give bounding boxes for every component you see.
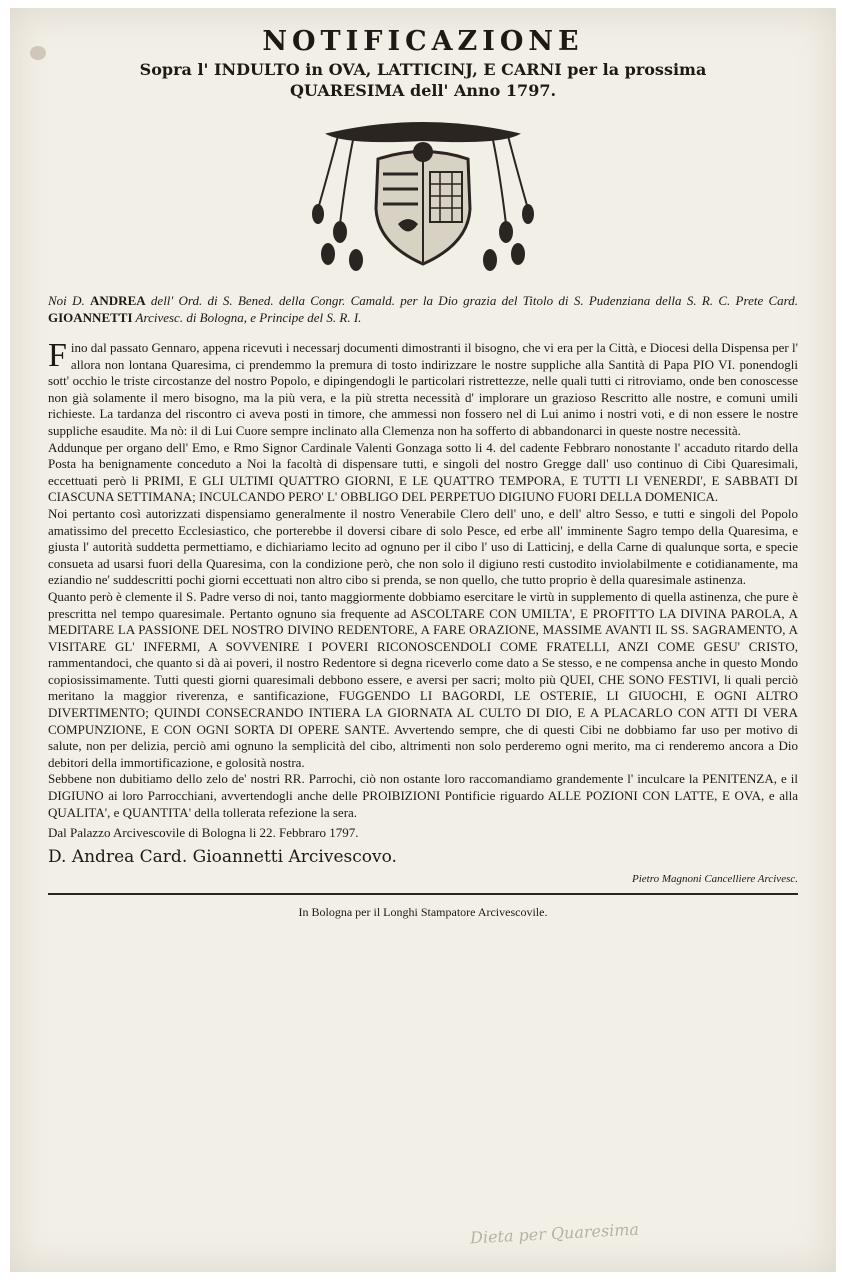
document-sheet xyxy=(10,8,836,1272)
intro-text-1: Noi D. xyxy=(48,293,91,308)
intro-text-2: dell' Ord. di S. Bened. della Congr. Camald. per la Dio grazia del Titolo di S. Pudenziana della S. R. C. Prete Card. xyxy=(145,293,799,308)
handwritten-note: Dieta per Quaresima xyxy=(469,1219,640,1248)
printer-imprint: In Bologna per il Longhi Stampatore Arcivescovile. xyxy=(298,905,548,920)
document-content xyxy=(48,26,798,920)
issue-date: Dal Palazzo Arcivescovile di Bologna li 22. Febbraro 1797. xyxy=(48,825,359,841)
document-subtitle-line2: QUARESIMA dell' Anno 1797. xyxy=(289,81,557,100)
signature-cardinal: D. Andrea Card. Gioannetti Arcivescovo. xyxy=(48,847,397,868)
coat-of-arms-icon xyxy=(298,114,548,274)
intro-name-gioannetti: GIOANNETTI xyxy=(48,310,133,325)
document-subtitle-line1: Sopra l' INDULTO in OVA, LATTICINJ, E CARNI per la prossima xyxy=(139,60,707,79)
body-paragraph-3: Noi pertanto così autorizzati dispensiamo generalmente il nostro Venerabile Clero dell' uno, e dell' altro Sesso, e tutti e singoli del Popolo amatissimo del precetto Ecclesiastico, che porterebbe il doversi cibare di solo Pesce, ed erbe all' imminente Sagro tempo della Quaresima, e giusta l' autorità suddetta permettiamo, e dichiariamo lecito ad ognuno per il cibo l' uso di Latticinj, e della Carne di qualunque sorta, e specie consueta ad usarsi fuori della Quaresima, con la condizione però, che non solo il digiuno resti custodito inviolabilmente e cotidianamente, ma eziandio ne' suddescritti pochi giorni eccettuati non altro cibo si prenda, se non quello, che tutto proprio è della quaresimale astinenza. xyxy=(48,505,798,588)
intro-name-andrea: ANDREA xyxy=(90,293,146,308)
intro-text-3: Arcivesc. di Bologna, e Principe del S. R. I. xyxy=(132,310,362,325)
body-paragraph-2: Addunque per organo dell' Emo, e Rmo Signor Cardinale Valenti Gonzaga sotto li 4. del cadente Febbraro nonostante l' accaduto ritardo della Posta ha benignamente conceduto a Noi la facoltà di dispensare tutti, e singoli del nostro Gregge dall' uso continuo di Cibi Quaresimali, eccettuati però li PRIMI, E GLI ULTIMI QUATTRO GIORNI, E LE QUATTRO TEMPORA, E TUTTI LI VENERDI', E SABBATI DI CIASCUNA SETTIMANA; INCULCANDO PERO' L' OBBLIGO DEL PERPETUO DIGIUNO FUORI DELLA DOMENICA. xyxy=(48,439,798,505)
body-paragraph-4: Quanto però è clemente il S. Padre verso di noi, tanto maggiormente dobbiamo esercitare le virtù in supplemento di quella astinenza, che pure è prescritta nel tempo quaresimale. Pertanto ognuno sia frequente ad ASCOLTARE CON UMILTA', E PROFITTO LA DIVINA PAROLA, A MEDITARE LA PASSIONE DEL NOSTRO DIVINO REDENTORE, A FARE ORAZIONE, MASSIME AVANTI IL SS. SAGRAMENTO, A VISITARE GL' INFERMI, A SOVVENIRE I POVERI RICONOSCENDOLI COME FRATELLI, ANZI COME GESU' CRISTO, rammentandoci, che quanto si dà ai poveri, il nostro Redentore si degna riceverlo come dato a Se stesso, e ne compensa anche in questo Mondo copiosissimamente. Tutti questi giorni quaresimali debbono essere, e aversi per sacri; molto più QUEI, CHE SONO FESTIVI, li quali perciò meritano la maggior riverenza, e santificazione, FUGGENDO LI BAGORDI, LE OSTERIE, LI GIUOCHI, E OGNI ALTRO DIVERTIMENTO; QUINDI CONSECRANDO INTIERA LA GIORNATA AL CULTO DI DIO, E A PLACARLO CON ATTI DI VERA COMPUNZIONE, E CON OGNI SORTA DI OPERE SANTE. Avvertendo sempre, che di questi Cibi ne dobbiamo far uso per motivo di salute, non per delizia, perciò ami ognuno la semplicità del cibo, altrimenti non solo perderemo ogni merito, ma ci renderemo ancora a Dio debitori della immortificazione, e golosità nostra. xyxy=(48,588,798,770)
document-body xyxy=(48,337,798,821)
body-paragraph-1: Fino dal passato Gennaro, appena ricevuti i necessarj documenti dimostranti il bisogno, che vi era per la Città, e Diocesi della Dispensa per l' allora non lontana Quaresima, ci prendemmo la premura di tosto indirizzare le nostre suppliche alla Santità di Papa PIO VI. ponendogli sott' occhio le triste circostanze del nostro Popolo, e dipingendogli le particolari ristrettezze, nelle quali tutti ci ritroviamo, onde ben conoscesse non già solamente il mero bisogno, ma la più vera, e la più stretta necessità d' implorare un grazioso Rescritto alle nostre, e comuni umili richieste. La tardanza del riscontro ci aveva posti in timore, che ammessi non fossero nel di Lui animo i nostri voti, e di non essere le nostre suppliche esaudite. Ma nò: il di Lui Cuore sempre inclinato alla Clemenza non ha sofferto di abbandonarci in queste nostre necessità. xyxy=(48,337,798,438)
signature-chancellor: Pietro Magnoni Cancelliere Arcivesc. xyxy=(632,873,798,886)
paper-stain xyxy=(30,46,46,60)
footer-divider xyxy=(48,893,798,895)
body-paragraph-5: Sebbene non dubitiamo dello zelo de' nostri RR. Parrochi, ciò non ostante loro raccomandiamo grandemente l' inculcare la PENITENZA, e il DIGIUNO ai loro Parrocchiani, avvertendogli anche delle PROIBIZIONI Pontificie riguardo ALLE POZIONI CON LATTE, E OVA, e alla QUALITA', e QUANTITA' della tollerata refezione la sera. xyxy=(48,771,798,820)
document-title: NOTIFICAZIONE xyxy=(262,26,584,57)
intro-paragraph xyxy=(48,292,798,326)
